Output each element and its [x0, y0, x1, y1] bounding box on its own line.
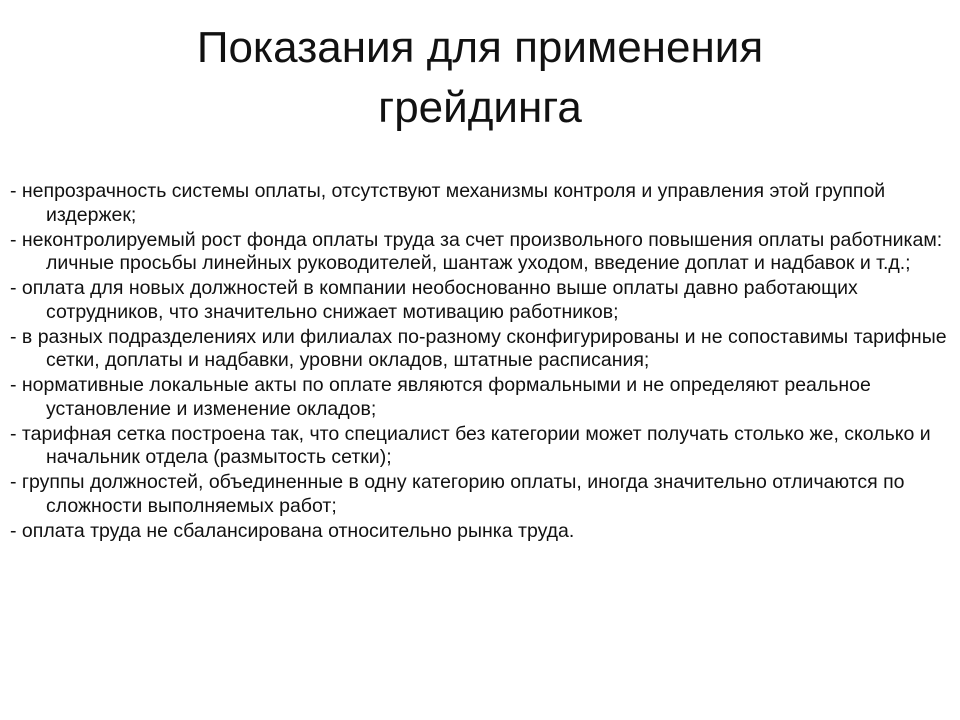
- list-item: - тарифная сетка построена так, что специалист без категории может получать столько же, сколько и начальник отдела (размытость сетки);: [10, 422, 931, 468]
- slide-title: [80, 18, 880, 138]
- list-item: - группы должностей, объединенные в одну категорию оплаты, иногда значительно отличаются по сложности выполняемых работ;: [10, 471, 905, 517]
- list-item: - оплата труда не сбалансирована относительно рынка труда.: [10, 519, 575, 542]
- list-item: - в разных подразделениях или филиалах по-разному сконфигурированы и не сопоставимы тарифные сетки, доплаты и надбавки, уровни окладов, штатные расписания;: [10, 325, 947, 371]
- list-item: - непрозрачность системы оплаты, отсутствуют механизмы контроля и управления этой группой издержек;: [10, 180, 886, 226]
- indications-list: [10, 180, 955, 545]
- slide-title-line-1: Показания для применения: [196, 23, 764, 72]
- slide-title-line-2: грейдинга: [378, 83, 582, 132]
- list-item: - неконтролируемый рост фонда оплаты труда за счет произвольного повышения оплаты работникам: личные просьбы линейных руководителей, шантаж уходом, введение доплат и надбавок и т.д.;: [10, 228, 943, 274]
- list-item: - оплата для новых должностей в компании необоснованно выше оплаты давно работающих сотрудников, что значительно снижает мотивацию работников;: [10, 277, 858, 323]
- list-item: - нормативные локальные акты по оплате являются формальными и не определяют реальное установление и изменение окладов;: [10, 374, 871, 420]
